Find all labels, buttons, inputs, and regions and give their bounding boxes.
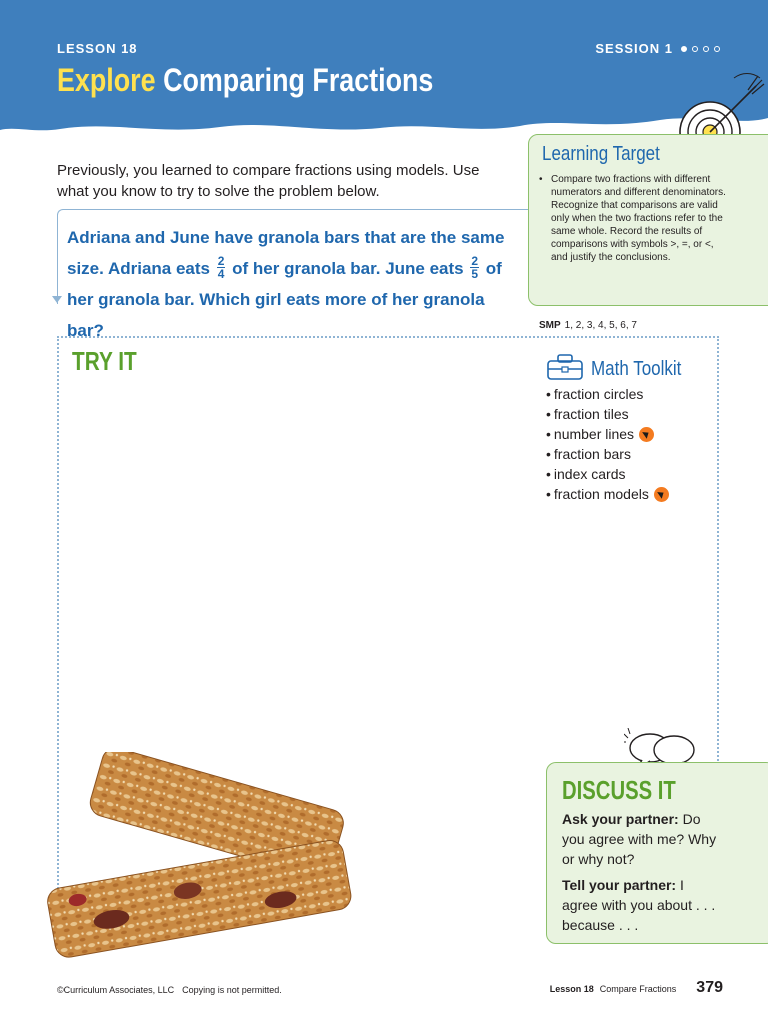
smp-label: SMP [539,320,561,331]
page-title-main: Comparing Fractions [163,62,434,98]
footer-copyright [57,985,282,995]
discuss-it-prompts [562,809,722,941]
tell-partner-label: Tell your partner: [562,877,677,893]
footer-page-info [550,979,723,997]
session-label: SESSION 1 [595,41,673,56]
session-progress-dots [681,46,720,52]
smp-line [539,319,637,332]
session-dot [714,46,720,52]
learning-target-body [539,173,727,331]
toolkit-item-label: fraction tiles [553,406,629,422]
try-it-heading: TRY IT [72,346,137,376]
discuss-it-panel [546,762,768,944]
fraction-numerator: 2 [471,254,479,269]
footer-lesson: Lesson 18 [549,984,594,994]
intro-text: Previously, you learned to compare fractions using models. Use what you know to try to solve the problem below. [57,162,480,200]
fraction-two-fourths [217,255,226,280]
toolkit-item: • fraction models [546,484,669,504]
fraction-two-fifths [470,255,479,280]
copy-notice: Copying is not permitted. [182,985,282,995]
math-toolkit-title: Math Toolkit [591,358,682,380]
problem-text-part1: Adriana and June have granola bars that are the same size. Adriana eats [67,228,505,278]
fraction-denominator: 4 [217,267,225,282]
toolkit-item-label: index cards [553,466,626,482]
session-dot-current [681,46,687,52]
problem-text-part3: of her granola bar. Which girl eats more of her granola bar? [67,259,502,340]
page-title-accent: Explore [57,62,156,98]
copyright-text: ©Curriculum Associates, LLC [57,985,175,995]
granola-bars-image [40,752,380,972]
ask-partner-label: Ask your partner: [562,811,679,827]
lesson-label: LESSON 18 [57,41,138,56]
fraction-numerator: 2 [217,254,225,269]
ask-partner-text: Do you agree with me? Why or why not? [562,811,717,867]
toolkit-icon [546,352,586,382]
toolkit-item-label: fraction bars [553,446,631,462]
toolkit-item-label: fraction models [553,486,649,502]
page-number: 379 [696,979,723,996]
tell-partner-prompt [562,875,722,935]
toolkit-item: • fraction bars [546,446,631,462]
toolkit-item: • index cards [546,466,626,482]
toolkit-item: • number lines [546,424,669,444]
bullet-marker: • [539,174,543,185]
discuss-it-heading: DISCUSS IT [562,775,676,805]
toolkit-item: • fraction circles [546,386,644,402]
learning-target-panel [528,134,768,331]
tell-partner-text: I agree with you about . . . because . . . [562,877,716,933]
session-dot [692,46,698,52]
problem-arrow-icon [52,296,62,303]
problem-text-part2: of her granola bar. June eats [232,259,464,278]
toolkit-item-label: number lines [553,426,635,442]
toolkit-item-label: fraction circles [553,386,644,402]
problem-statement [67,222,512,346]
learning-target-title: Learning Target [542,143,660,165]
session-indicator [595,41,720,56]
page-title [57,62,433,99]
session-dot [703,46,709,52]
digital-resource-icon[interactable] [639,427,654,442]
learning-target-objective: Compare two fractions with different numerators and different denominators. Recognize that comparisons are valid only when the two fractions refer to the same whole. Record the results of comparisons with symbols >, =, or <, and justify the conclusions. [551,174,726,263]
footer-lesson-title: Compare Fractions [599,984,677,994]
ask-partner-prompt [562,809,722,869]
toolkit-item: • fraction tiles [546,406,629,422]
smp-values: 1, 2, 3, 4, 5, 6, 7 [564,320,637,331]
digital-resource-icon[interactable] [654,487,669,502]
fraction-denominator: 5 [471,267,479,282]
math-toolkit-list [546,384,669,504]
